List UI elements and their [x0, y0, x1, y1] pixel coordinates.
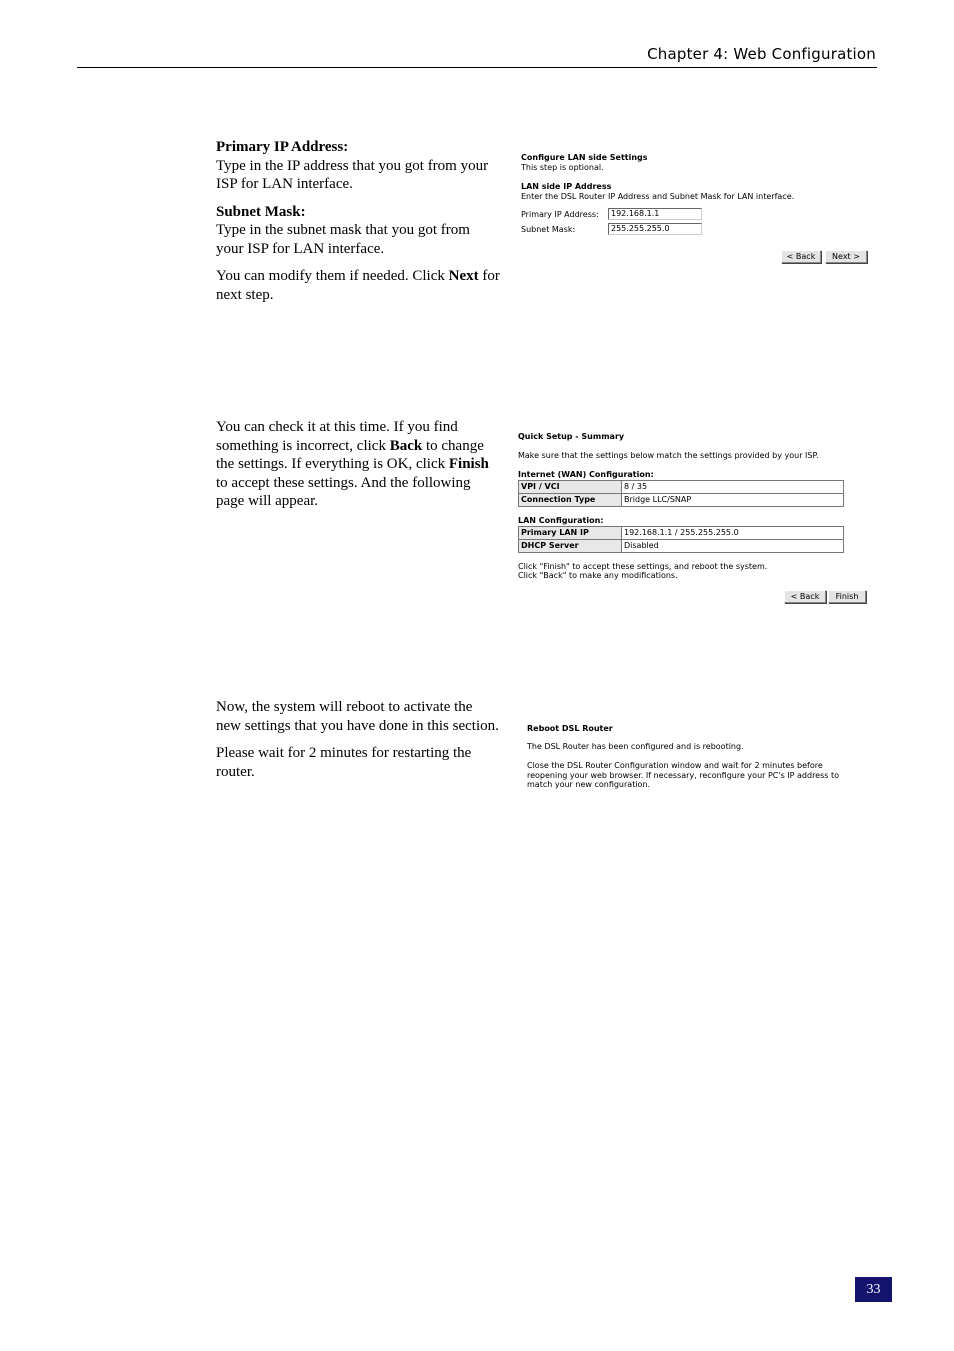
reboot-description: [216, 698, 501, 790]
summary-screenshot: [518, 432, 870, 607]
reboot-text: Now, the system will reboot to activate the new settings that you have done in this section.: [216, 699, 499, 734]
header-rule: [77, 67, 877, 68]
table-cell-value: Bridge LLC/SNAP: [622, 494, 844, 507]
wan-config-heading: Internet (WAN) Configuration:: [518, 470, 654, 479]
reboot-line2: Close the DSL Router Configuration window and wait for 2 minutes before reopening your web browser. If necessary, reconfigure your PC's IP address to match your new configuration.: [527, 761, 840, 789]
lan-settings-description: [216, 138, 501, 313]
summary-note-back: Click "Back" to make any modifications.: [518, 571, 678, 580]
lan-config-heading: LAN Configuration:: [518, 516, 604, 525]
table-cell-value: 192.168.1.1 / 255.255.255.0: [622, 527, 844, 540]
lan-screen-title: Configure LAN side Settings: [521, 153, 648, 162]
subnet-mask-text: Type in the subnet mask that you got from your ISP for LAN interface.: [216, 222, 470, 257]
summary-back-button[interactable]: < Back: [784, 590, 826, 603]
lan-screen-subtitle: LAN side IP Address: [521, 182, 612, 191]
table-row: [519, 540, 844, 553]
table-cell-value: Disabled: [622, 540, 844, 553]
table-row: [519, 494, 844, 507]
subnet-mask-input[interactable]: 255.255.255.0: [608, 223, 702, 235]
primary-ip-row: [521, 208, 871, 223]
lan-config-table: [518, 526, 844, 553]
primary-ip-label: Primary IP Address:: [521, 210, 599, 219]
table-row: [519, 527, 844, 540]
reboot-screenshot: [527, 724, 862, 794]
lan-next-button[interactable]: Next >: [825, 250, 867, 263]
summary-description: You can check it at this time. If you find something is incorrect, click Back to change the settings. If everything is OK, click Finish to accept these settings. And the following page will appear.: [216, 419, 489, 509]
table-cell-key: DHCP Server: [519, 540, 622, 553]
table-cell-value: 8 / 35: [622, 481, 844, 494]
reboot-line1: The DSL Router has been configured and is rebooting.: [527, 742, 744, 751]
subnet-mask-heading: Subnet Mask:: [216, 203, 306, 220]
lan-back-button[interactable]: < Back: [781, 250, 821, 263]
page-header-title: Chapter 4: Web Configuration: [647, 45, 876, 63]
primary-ip-text: Type in the IP address that you got from your ISP for LAN interface.: [216, 157, 489, 192]
wait-text: Please wait for 2 minutes for restarting the router.: [216, 745, 472, 780]
reboot-title: Reboot DSL Router: [527, 724, 613, 733]
table-cell-key: VPI / VCI: [519, 481, 622, 494]
table-row: [519, 481, 844, 494]
page-number: 33: [855, 1277, 892, 1302]
summary-note-finish: Click "Finish" to accept these settings, and reboot the system.: [518, 562, 768, 571]
summary-instruction: Make sure that the settings below match the settings provided by your ISP.: [518, 451, 819, 460]
table-cell-key: Primary LAN IP: [519, 527, 622, 540]
lan-screen-instruction: Enter the DSL Router IP Address and Subnet Mask for LAN interface.: [521, 192, 795, 201]
subnet-mask-row: [521, 223, 871, 238]
wan-config-table: [518, 480, 844, 507]
modify-instruction: You can modify them if needed. Click Next for next step.: [216, 268, 500, 303]
lan-screen-optional: This step is optional.: [521, 163, 604, 172]
subnet-mask-label: Subnet Mask:: [521, 225, 576, 234]
finish-button[interactable]: Finish: [828, 590, 866, 603]
summary-title: Quick Setup - Summary: [518, 432, 625, 441]
primary-ip-input[interactable]: 192.168.1.1: [608, 208, 702, 220]
primary-ip-heading: Primary IP Address:: [216, 139, 349, 155]
lan-settings-screenshot: [521, 153, 871, 268]
table-cell-key: Connection Type: [519, 494, 622, 507]
